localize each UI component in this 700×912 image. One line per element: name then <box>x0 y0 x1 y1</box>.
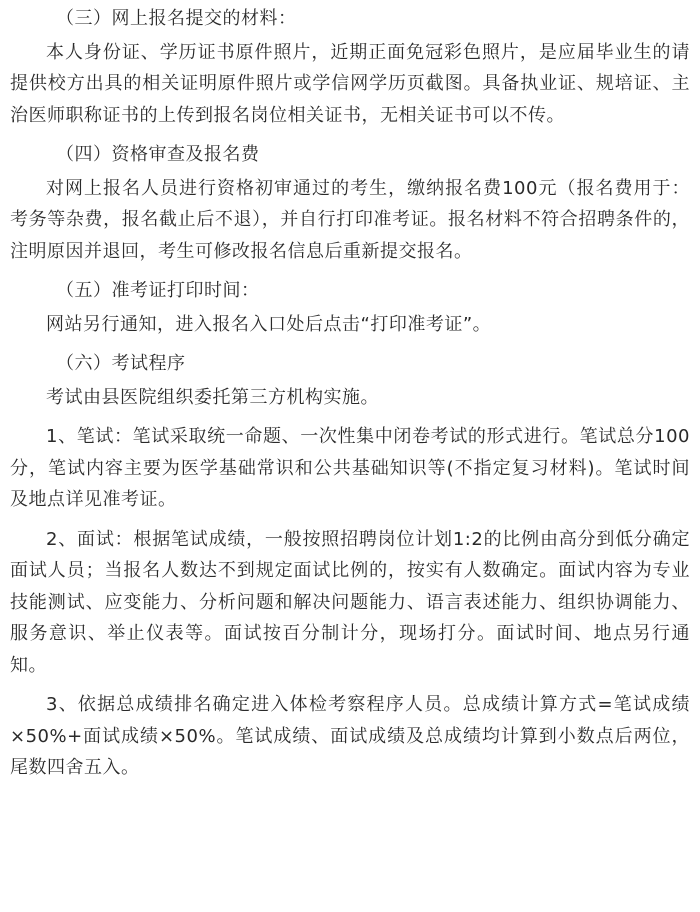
paragraph-written-exam: 1、笔试：笔试采取统一命题、一次性集中闭卷考试的形式进行。笔试总分100分，笔试内容主要为医学基础常识和公共基础知识等(不指定复习材料)。笔试时间及地点详见准考证。 <box>10 426 690 510</box>
section-heading-materials: （三）网上报名提交的材料： <box>56 8 297 29</box>
section-heading-exam-procedure: （六）考试程序 <box>56 353 186 374</box>
section-heading-admission-ticket: （五）准考证打印时间： <box>56 280 260 301</box>
paragraph-admission-ticket: 网站另行通知，进入报名入口处后点击“打印准考证”。 <box>46 313 492 335</box>
paragraph-interview: 2、面试：根据笔试成绩，一般按照招聘岗位计划1:2的比例由高分到低分确定面试人员；当报名人数达不到规定面试比例的，按实有人数确定。面试内容为专业技能测试、应变能力、分析问题和解决问题能力、语言表述能力、组织协调能力、服务意识、举止仪表等。面试按百分制计分，现场打分。面试时间、地点另行通知。 <box>10 528 690 676</box>
paragraph-materials: 本人身份证、学历证书原件照片，近期正面免冠彩色照片，是应届毕业生的请提供校方出具的相关证明原件照片或学信网学历页截图。具备执业证、规培证、主治医师职称证书的上传到报名岗位相关证书，无相关证书可以不传。 <box>10 41 690 126</box>
section-heading-review-fee: （四）资格审查及报名费 <box>56 144 260 165</box>
paragraph-review-fee: 对网上报名人员进行资格初审通过的考生，缴纳报名费100元（报名费用于：考务等杂费，报名截止后不退），并自行打印准考证。报名材料不符合招聘条件的，注明原因并退回，考生可修改报名信息后重新提交报名。 <box>10 177 690 262</box>
document-body <box>10 0 690 792</box>
paragraph-total-score: 3、依据总成绩排名确定进入体检考察程序人员。总成绩计算方式=笔试成绩×50%+面试成绩×50%。笔试成绩、面试成绩及总成绩均计算到小数点后两位，尾数四舍五入。 <box>10 694 690 778</box>
paragraph-exam-intro: 考试由县医院组织委托第三方机构实施。 <box>46 386 379 408</box>
